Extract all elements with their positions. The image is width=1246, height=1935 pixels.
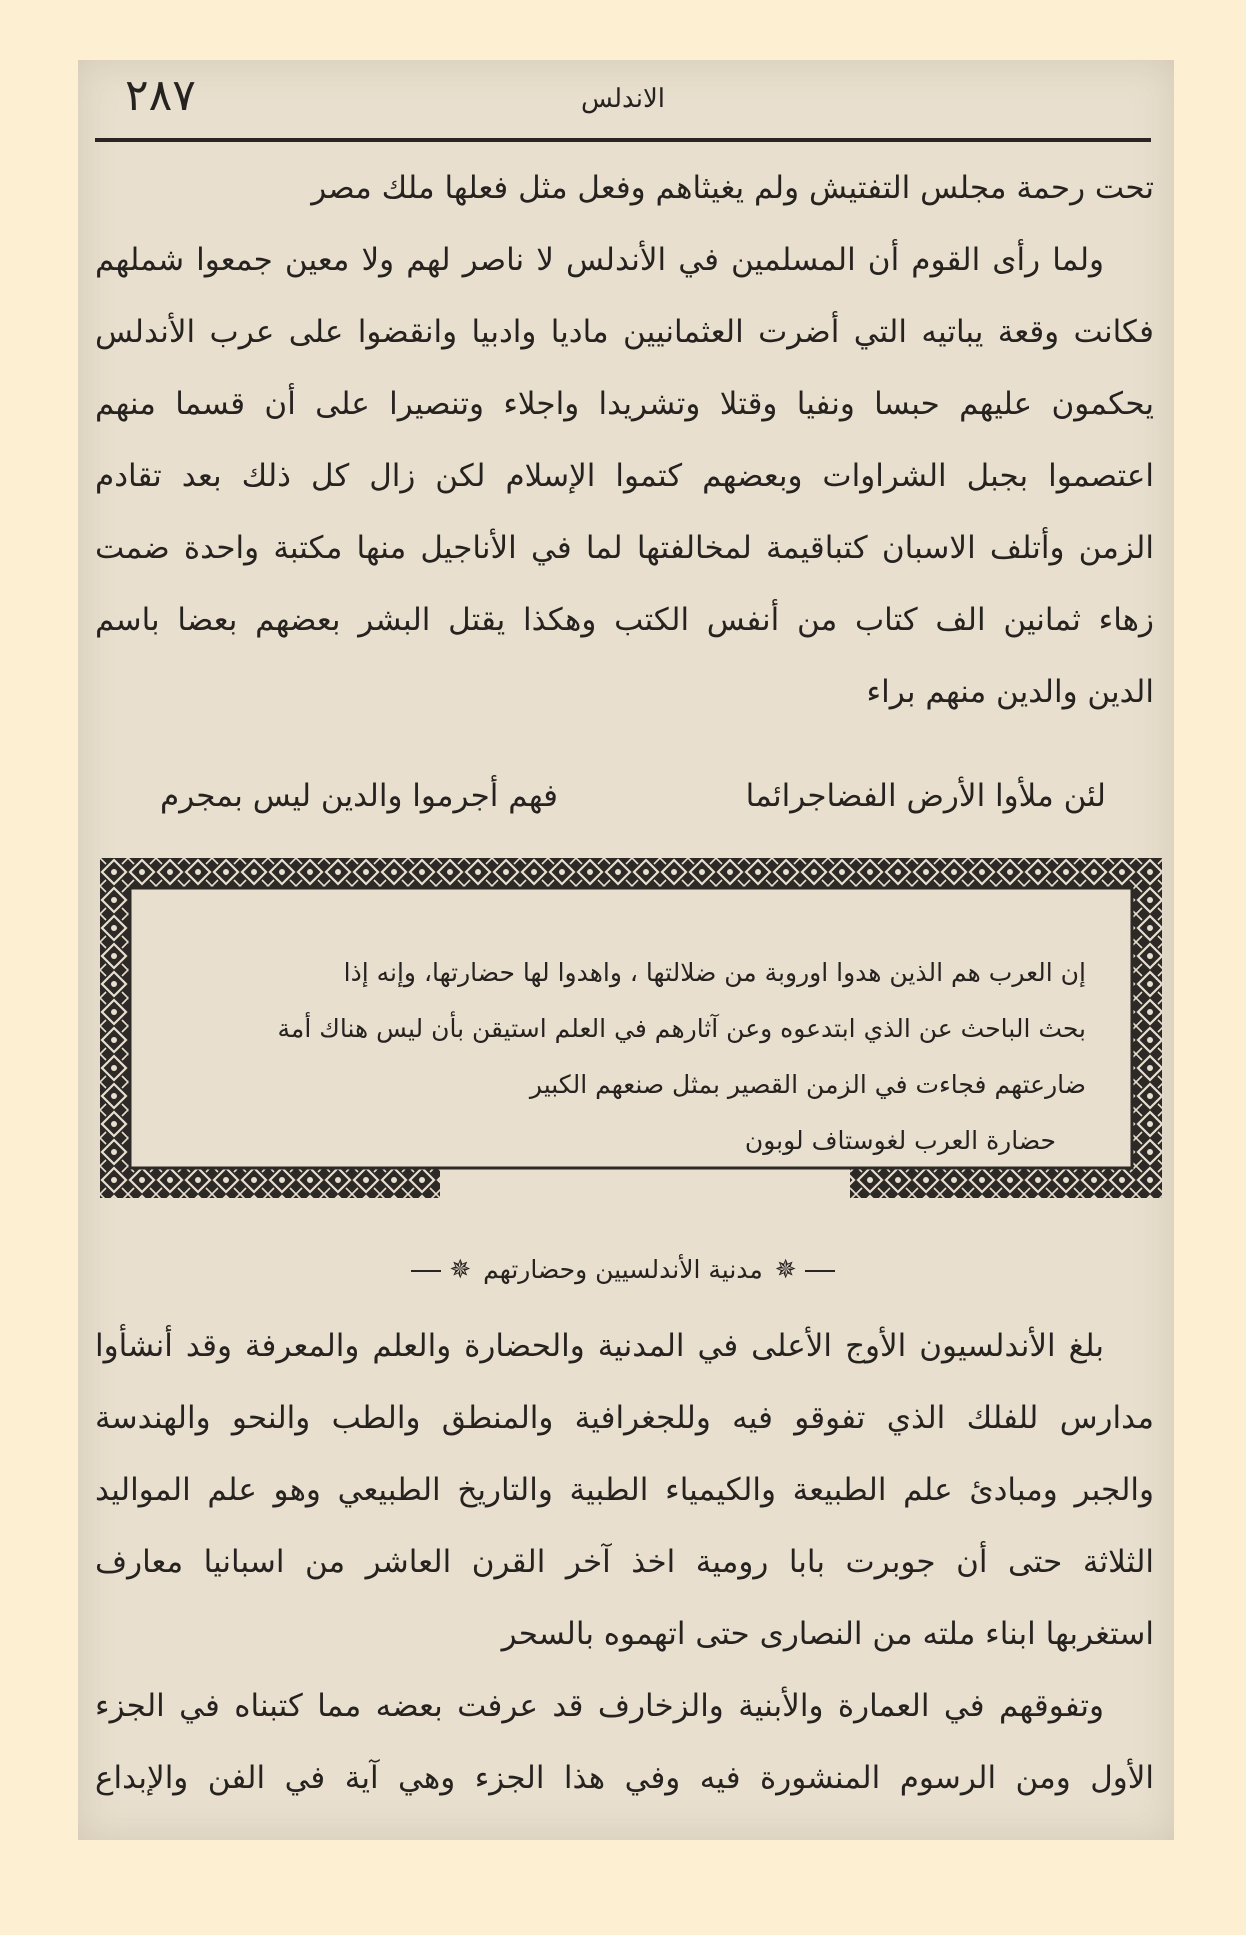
text-line: الزمن وأتلف الاسبان كتباقيمة لمخالفتها لما في الأناجيل منها مكتبة واحدة ضمت xyxy=(95,530,1154,566)
section-heading-text: مدنية الأندلسيين وحضارتهم xyxy=(483,1255,763,1284)
text-line: تحت رحمة مجلس التفتيش ولم يغيثاهم وفعل مثل فعلها ملك مصر xyxy=(311,170,1154,206)
paragraph-2 xyxy=(95,1310,1154,1670)
text-line: بلغ الأندلسيون الأوج الأعلى في المدنية والحضارة والعلم والمعرفة وقد أنشأوا xyxy=(95,1328,1104,1364)
page-number: ٢٨٧ xyxy=(125,70,196,121)
quote-line: إن العرب هم الذين هدوا اوروبة من ضلالتها ، واهدوا لها حضارتها، وإنه إذا xyxy=(343,958,1086,987)
quote-line: ضارعتهم فجاءت في الزمن القصير بمثل صنعهم الكبير xyxy=(529,1070,1086,1099)
text-line: ولما رأى القوم أن المسلمين في الأندلس لا ناصر لهم ولا معين جمعوا شملهم xyxy=(95,242,1104,278)
ornament-star-icon: ✵ xyxy=(449,1255,472,1285)
text-line: الأول ومن الرسوم المنشورة فيه وفي هذا الجزء وهي آية في الفن والإبداع xyxy=(95,1760,1154,1796)
paragraph-1 xyxy=(95,152,1154,728)
text-line: زهاء ثمانين الف كتاب من أنفس الكتب وهكذا يقتل البشر بعضهم بعضا باسم xyxy=(95,602,1154,638)
quote-line: بحث الباحث عن الذي ابتدعوه وعن آثارهم في العلم استيقن بأن ليس هناك أمة xyxy=(277,1014,1086,1043)
section-heading xyxy=(0,1245,1246,1295)
text-line: يحكمون عليهم حبسا ونفيا وقتلا وتشريدا واجلاء وتنصيرا على أن قسما منهم xyxy=(95,386,1154,422)
header-rule xyxy=(95,138,1151,142)
heading-dash xyxy=(805,1270,835,1272)
text-line: والجبر ومبادئ علم الطبيعة والكيمياء الطبية والتاريخ الطبيعي وهو علم المواليد xyxy=(95,1472,1154,1508)
quote-source: حضارة العرب لغوستاف لوبون xyxy=(744,1126,1056,1155)
text-line: وتفوقهم في العمارة والأبنية والزخارف قد عرفت بعضه مما كتبناه في الجزء xyxy=(95,1688,1104,1724)
text-line: الدين والدين منهم براء xyxy=(866,674,1154,710)
verse-second-hemistich: فهم أجرموا والدين ليس بمجرم xyxy=(160,778,558,814)
verse-first-hemistich: لئن ملأوا الأرض الفضاجرائما xyxy=(745,778,1106,814)
text-line: مدارس للفلك الذي تفوقو فيه وللجغرافية والمنطق والطب والنحو والهندسة xyxy=(95,1400,1154,1436)
page-header xyxy=(95,70,1151,140)
text-line: الثلاثة حتى أن جوبرت بابا رومية اخذ آخر القرن العاشر من اسبانيا معارف xyxy=(95,1544,1154,1580)
verse xyxy=(160,760,1106,832)
text-line: فكانت وقعة يباتيه التي أضرت العثمانيين ماديا وادبيا وانقضوا على عرب الأندلس xyxy=(95,314,1154,350)
framed-quote xyxy=(210,945,1086,1169)
text-line: اعتصموا بجبل الشراوات وبعضهم كتموا الإسلام لكن زال كل ذلك بعد تقادم xyxy=(95,458,1154,494)
text-line: استغربها ابناء ملته من النصارى حتى اتهموه بالسحر xyxy=(501,1616,1154,1652)
ornament-star-icon: ✵ xyxy=(774,1255,797,1285)
running-title: الاندلس xyxy=(580,84,665,114)
heading-dash xyxy=(411,1270,441,1272)
paragraph-3 xyxy=(95,1670,1154,1814)
